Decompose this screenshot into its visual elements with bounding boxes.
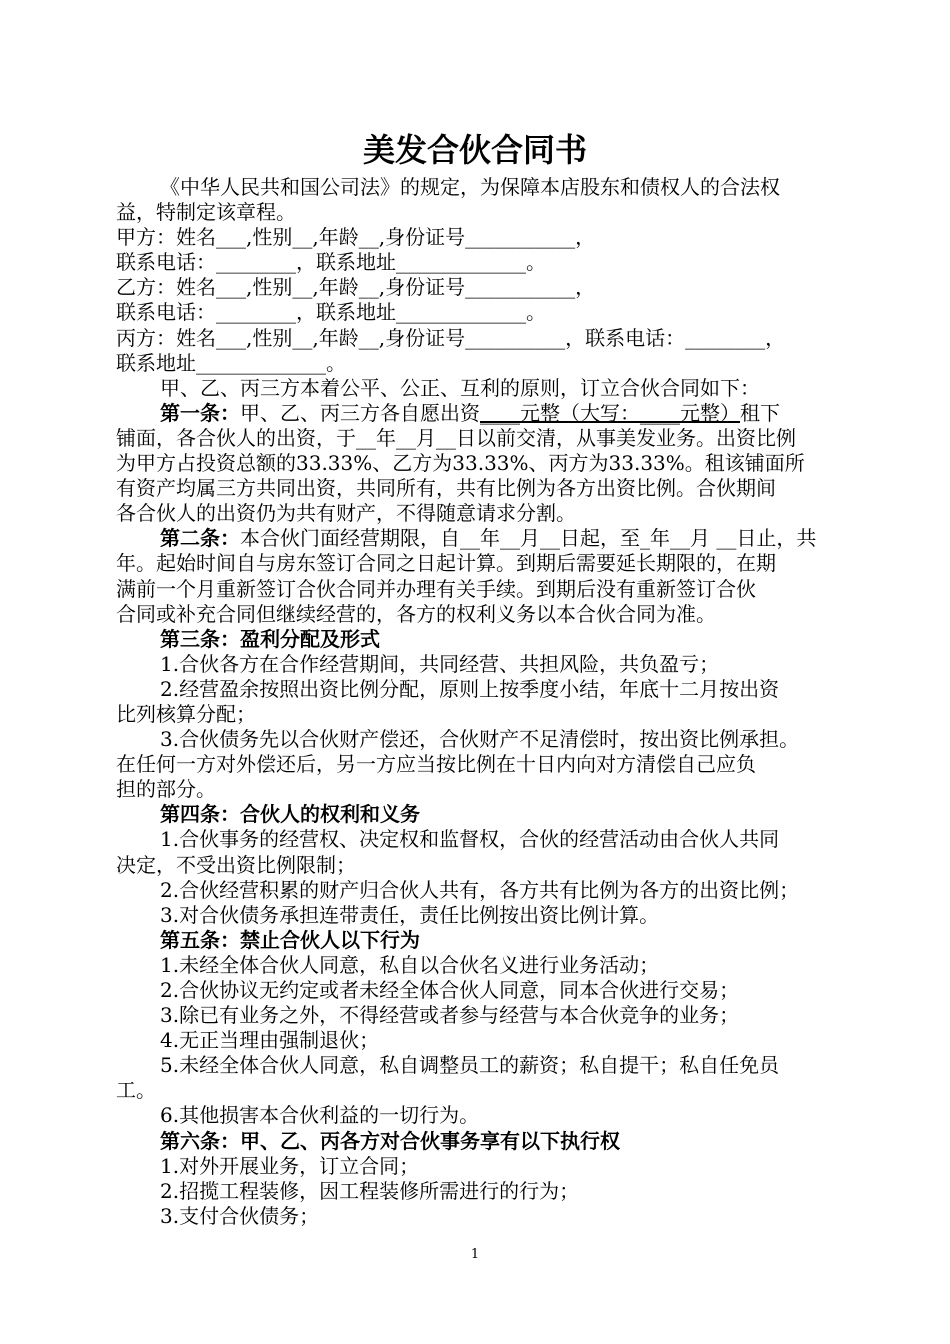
list-item: 1.未经全体合伙人同意，私自以合伙名义进行业务活动； [160,952,660,977]
article-text: 租下 [740,400,780,425]
party-c-line: 丙方：姓名___,性别__,年龄__,身份证号__________，联系电话：________， [116,325,786,350]
list-item: 3.除已有业务之外，不得经营或者参与经营与本合伙竞争的业务； [160,1003,740,1028]
party-c-line: 联系地址_____________。 [116,350,346,375]
intro-line: 益，特制定该章程。 [116,200,296,225]
party-a-line: 甲方：姓名___,性别__,年龄__,身份证号___________， [116,225,596,250]
intro-line: 《中华人民共和国公司法》的规定，为保障本店股东和债权人的合法权 [160,175,780,199]
list-item: 3.合伙债务先以合伙财产偿还，合伙财产不足清偿时，按出资比例承担。 [160,727,800,752]
list-item-cont: 比列核算分配； [116,701,256,726]
list-item-cont: 工。 [116,1078,156,1103]
article-line: 有资产均属三方共同出资，共同所有，共有比例为各方出资比例。合伙期间 [116,476,776,501]
list-item-cont: 决定，不受出资比例限制； [116,852,356,877]
list-item: 1.合伙事务的经营权、决定权和监督权，合伙的经营活动由合伙人共同 [160,827,780,852]
article-heading: 第六条：甲、乙、丙各方对合伙事务享有以下执行权 [160,1128,620,1153]
party-b-line: 联系电话：________，联系地址_____________。 [116,300,546,325]
list-item: 1.对外开展业务，订立合同； [160,1153,420,1178]
list-item-cont: 担的部分。 [116,777,216,802]
list-item: 3.支付合伙债务； [160,1203,320,1228]
list-item: 2.合伙协议无约定或者未经全体合伙人同意，同本合伙进行交易； [160,978,740,1002]
preamble: 甲、乙、丙三方本着公平、公正、互利的原则，订立合伙合同如下： [160,375,760,400]
list-item: 5.未经全体合伙人同意，私自调整员工的薪资；私自提干；私自任免员 [160,1053,780,1078]
article-line: 铺面，各合伙人的出资，于__年__月__日以前交清，从事美发业务。出资比例 [116,425,796,450]
article-heading: 第五条：禁止合伙人以下行为 [160,927,420,952]
list-item: 1.合伙各方在合作经营期间，共同经营、共担风险，共负盈亏； [160,651,720,676]
article-3-heading [116,627,842,652]
amount-blank: ____元整（大写：____元整） [480,400,740,425]
article-heading: 第一条： [160,400,240,425]
article-line: 合同或补充合同但继续经营的，各方的权利义务以本合伙合同为准。 [116,601,716,626]
article-4-heading [116,802,842,827]
party-a-line: 联系电话：________，联系地址_____________。 [116,250,546,275]
article-text: 甲、乙、丙三方各自愿出资 [240,400,480,425]
article-text: 本合伙门面经营期限，自__年__月__日起，至_年__月 __日止，共 [240,526,817,551]
list-item: 4.无正当理由强制退伙； [160,1028,380,1053]
article-line: 年。起始时间自与房东签订合同之日起计算。到期后需要延长期限的，在期 [116,551,776,576]
list-item: 2.合伙经营积累的财产归合伙人共有，各方共有比例为各方的出资比例； [160,877,800,902]
page-number: 1 [470,1247,480,1262]
list-item: 2.招揽工程装修，因工程装修所需进行的行为； [160,1178,580,1203]
article-1-first-line [116,401,842,426]
contract-body [116,175,842,1229]
page-title: 美发合伙合同书 [362,131,587,169]
party-b-line: 乙方：姓名___,性别__,年龄__,身份证号___________， [116,275,596,300]
article-line: 为甲方占投资总额的33.33%、乙方为33.33%、丙方为33.33%。租该铺面所 [116,451,805,476]
article-heading: 第四条：合伙人的权利和义务 [160,802,420,827]
article-5-heading [116,928,842,953]
list-item-cont: 在任何一方对外偿还后，另一方应当按比例在十日内向对方清偿自己应负 [116,752,756,777]
article-line: 满前一个月重新签订合伙合同并办理有关手续。到期后没有重新签订合伙 [116,576,756,601]
list-item: 2.经营盈余按照出资比例分配，原则上按季度小结，年底十二月按出资 [160,676,780,701]
article-6-heading [116,1129,842,1154]
article-2-first-line [116,526,842,551]
article-heading: 第三条：盈利分配及形式 [160,626,380,651]
article-heading: 第二条： [160,526,240,551]
list-item: 6.其他损害本合伙利益的一切行为。 [160,1103,480,1128]
list-item: 3.对合伙债务承担连带责任，责任比例按出资比例计算。 [160,902,660,927]
article-line: 各合伙人的出资仍为共有财产，不得随意请求分割。 [116,501,576,526]
